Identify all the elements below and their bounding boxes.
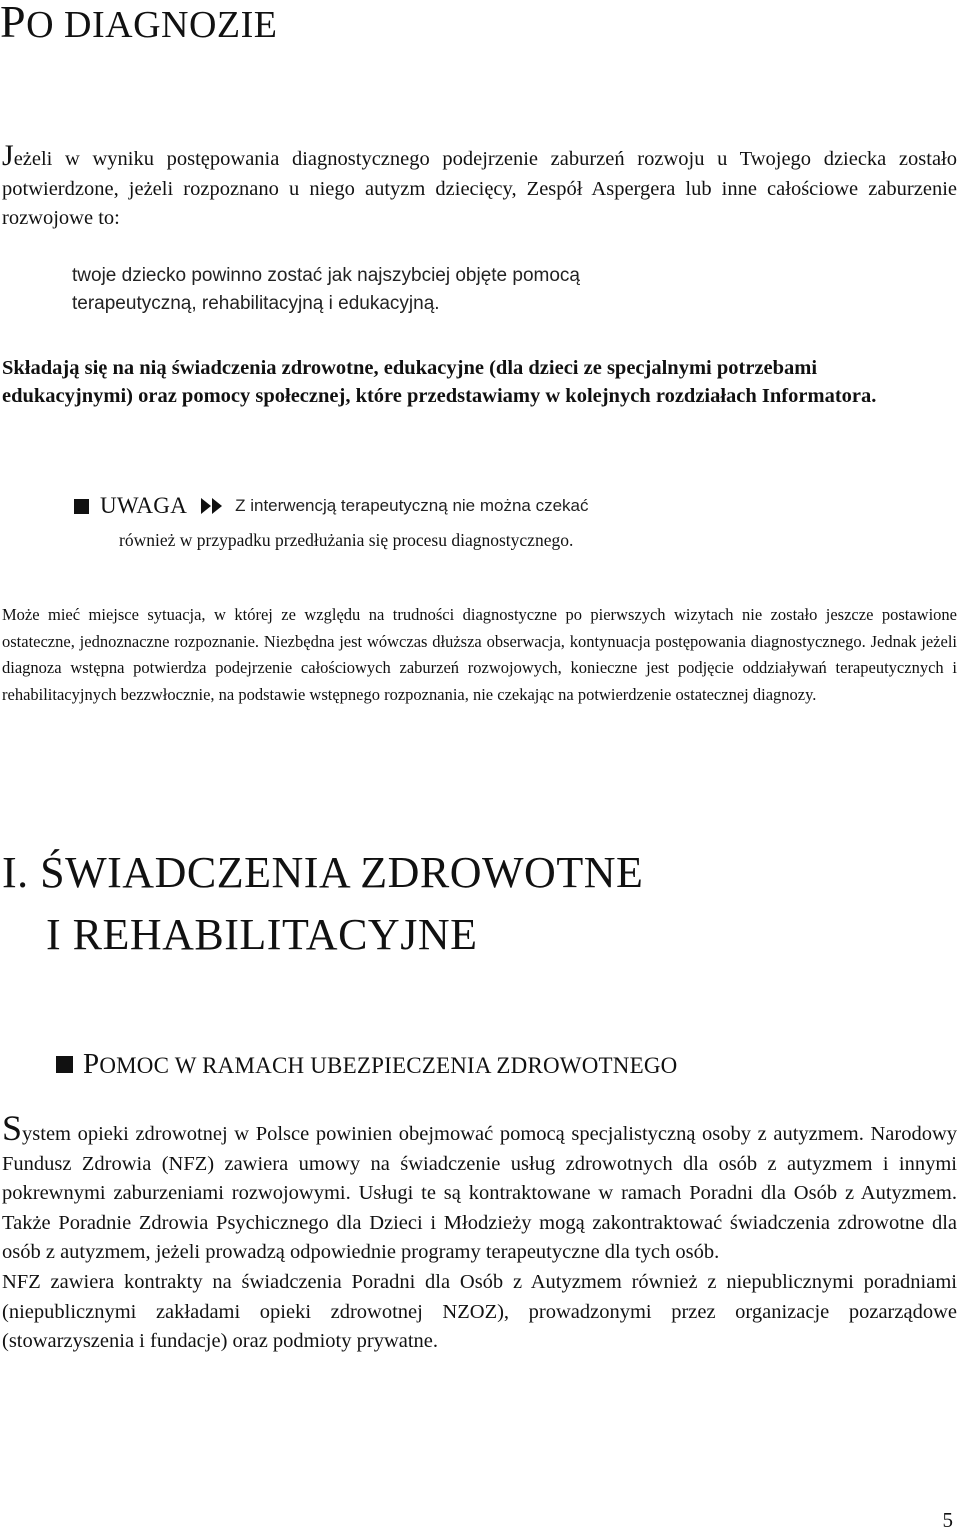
main-paragraph-1 — [2, 1108, 957, 1268]
section-heading — [2, 842, 643, 966]
subsection-heading — [56, 1048, 677, 1081]
main-paragraph-2: NFZ zawiera kontrakty na świadczenia Poradni dla Osób z Autyzmem również z niepublicznymi poradniami (niepublicznymi zakładami opieki zdrowotnej NZOZ), prowadzonymi przez organizacje pozarządowe (stowarzyszenia i fundacje) oraz podmioty prywatne. — [2, 1270, 957, 1353]
section-heading-line1: I. ŚWIADCZENIA ZDROWOTNE — [2, 848, 644, 897]
page-number: 5 — [942, 1508, 953, 1532]
double-arrow-right-icon — [201, 498, 223, 514]
indented-paragraph: twoje dziecko powinno zostać jak najszybciej objęte pomocą terapeutyczną, rehabilitacyjną i edukacyjną. — [72, 265, 580, 314]
section-heading-line2: I REHABILITACYJNE — [46, 910, 478, 959]
page-title — [0, 2, 277, 45]
uwaga-line2: również w przypadku przedłużania się procesu diagnostycznego. — [119, 530, 574, 550]
page-title-initial: P — [0, 0, 27, 47]
black-square-bullet-icon — [56, 1056, 73, 1073]
main-paragraph-1-text: ystem opieki zdrowotnej w Polsce powinien obejmować pomocą specjalistyczną osoby z autyzmem. Narodowy Fundusz Zdrowia (NFZ) zawiera umowy na świadczenie usług zdrowotnych dla osób z autyzmem i innymi pokrewnymi zaburzeniami rozwojowymi. Usługi te są kontraktowane w ramach Poradni dla Osób z Autyzmem. Także Poradnie Zdrowia Psychicznego dla Dzieci i Młodzieży mogą zakontraktować świadczenia zdrowotne dla osób z autyzmem, jeżeli prowadzą odpowiednie programy terapeutyczne dla tych osób. — [2, 1123, 957, 1264]
intro-text: eżeli w wyniku postępowania diagnostycznego podejrzenie zaburzeń rozwoju u Twojego dziecka zostało potwierdzone, jeżeli rozpoznano u niego autyzm dziecięcy, Zespół Aspergera lub inne całościowe zaburzenie rozwojowe to: — [2, 148, 957, 229]
observation-paragraph: Może mieć miejsce sytuacja, w której ze względu na trudności diagnostyczne po pierwszych wizytach nie zostało jeszcze postawione ostateczne, jednoznaczne rozpoznanie. Niezbędna jest wówczas dłuższa obserwacja, kontynuacja postępowania diagnostycznego. Jednak jeżeli diagnoza wstępna potwierdza podejrzenie całościowych zaburzeń rozwojowych, konieczne jest podjęcie oddziaływań terapeutycznych i rehabilitacyjnych bezzwłocznie, na podstawie wstępnego rozpoznania, nie czekając na potwierdzenie ostatecznej diagnozy. — [2, 605, 957, 704]
uwaga-label: UWAGA — [100, 493, 188, 518]
intro-initial: J — [2, 139, 14, 172]
main-initial: S — [2, 1108, 23, 1148]
main-text — [2, 1108, 957, 1357]
intro-paragraph — [2, 139, 957, 234]
uwaga-notice — [74, 493, 589, 519]
subsection-initial: P — [83, 1048, 100, 1080]
subsection-title — [83, 1048, 677, 1081]
bold-paragraph: Składają się na nią świadczenia zdrowotne, edukacyjne (dla dzieci ze specjalnymi potrzebami edukacyjnymi) oraz pomocy społecznej, które przedstawiamy w kolejnych rozdziałach Informatora. — [2, 357, 877, 407]
uwaga-line1: Z interwencją terapeutyczną nie można czekać — [235, 496, 589, 515]
subsection-title-rest: OMOC W RAMACH UBEZPIECZENIA ZDROWOTNEGO — [99, 1053, 678, 1078]
black-square-bullet-icon — [74, 499, 89, 514]
page-title-rest: O DIAGNOZIE — [26, 4, 278, 46]
